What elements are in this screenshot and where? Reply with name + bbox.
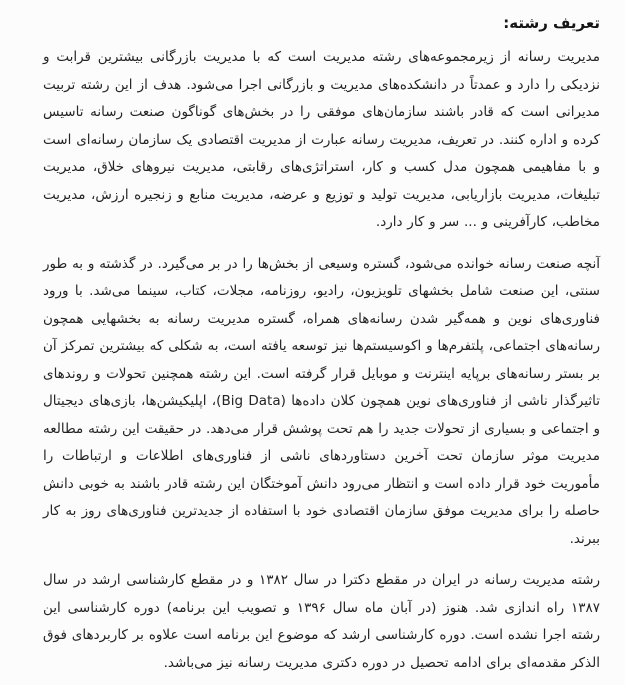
paragraph-media-industry-scope: آنچه صنعت رسانه خوانده می‌شود، گستره وسیعی از بخش‌ها را در بر می‌گیرد. در گذشته و به طور سنتی، این صنعت شامل بخشهای تلویزیون، رادیو، روزنامه، مجلات، کتاب، سینما می‌شد. با ورود فناوری‌های نوین و همه‌گیر شدن رسانه‌های همراه، گستره مدیریت رسانه به بخشهایی همچون رسانه‌های اجتماعی، پلتفرم‌ها و اکوسیستم‌ها نیز توسعه یافته است، به شکلی که بیشترین تمرکز آن بر بستر رسانه‌های برپایه اینترنت و موبایل قرار گرفته است. این رشته همچنین تحولات و روندهای تاثیرگذار ناشی از فناوری‌های نوین همچون کلان داده‌ها (Big Data)، اپلیکیشن‌ها، بازی‌های دیجیتال و اجتماعی و بسیاری از تحولات جدید را هم تحت پوشش قرار می‌دهد. در حقیقت این رشته مطالعه مدیریت موثر سازمان تحت آخرین دستاوردهای ناشی از فناوری‌های اطلاعات و ارتباطات را مأموریت خود قرار داده است و انتظار می‌رود دانش آموختگان این رشته قادر باشند به خوبی دانش حاصله را برای مدیریت موفق سازمان اقتصادی خود با استفاده از جدیدترین فناوری‌های روز به کار ببرند. [43, 255, 600, 547]
paragraph-field-overview: مدیریت رسانه از زیرمجموعه‌های رشته مدیریت است که با مدیریت بازرگانی بیشترین قرابت و نزدیکی را دارد و عمدتاً در دانشکده‌های مدیریت و بازرگانی اجرا می‌شود. هدف از این رشته تربیت مدیرانی است که قادر باشند سازمان‌های موفقی را در بخش‌های گوناگون صنعت رسانه تاسیس کرده و اداره کنند. در تعریف، مدیریت رسانه عبارت از مدیریت اقتصادی یک سازمان رسانه‌ای است و با مفاهیمی همچون مدل کسب و کار، استراتژی‌های رقابتی، مدیریت نیروهای خلاق، مدیریت تبلیغات، مدیریت بازاریابی، مدیریت تولید و توزیع و عرضه، مدیریت منابع و زنجیره ارزش، مدیریت مخاطب، کارآفرینی و ... سر و کار دارد. [43, 49, 600, 230]
page-title: تعریف رشته: [503, 14, 600, 32]
paragraph-history-in-iran: رشته مدیریت رسانه در ایران در مقطع دکترا در سال ۱۳۸۲ و در مقطع کارشناسی ارشد در سال ۱۳۸۷ راه اندازی شد. هنوز (در آبان ماه سال ۱۳۹۶ و تصویب این برنامه) دوره کارشناسی این رشته اجرا نشده است. دوره کارشناسی ارشد که موضوع این برنامه است علاوه بر کاربردهای فوق الذکر مقدمه‌ای برای ادامه تحصیل در دوره دکتری مدیریت رسانه نیز می‌باشد. [43, 572, 600, 671]
